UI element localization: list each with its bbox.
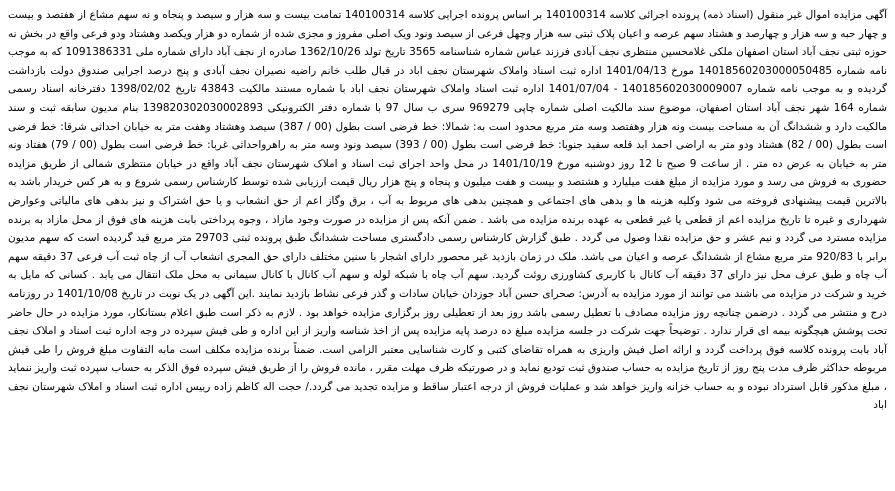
- auction-notice-text: آگهی مزایده اموال غیر منقول (اسناد ذمه) پرونده اجرائی کلاسه 140100314 بر اساس پرونده اجرایی کلاسه 140100314 تمامت بیست و سه هزار و سیصد و پنجاه و نه سهم مشاع از هفتصد و بیست و چهار حبه و سه هزار و چهارصد و هشتاد سهم عرصه و اعیان پلاک ثبتی سه هزار وچهل فرعی از سیصد ونود ویک اصلی مفروز و مجزی شده از شماره دو هزار ویکصد وهشتاد ودو فرعی واقع در بخش نه حوزه ثبتی نجف آباد استان اصفهان ملکی غلامحسین منتظری نجف آبادی فرزند عباس شماره شناسنامه 3565 تاریخ تولد 1362/10/26 صادره از نجف آباد دارای شماره ملی 1091386331 که به موجب نامه شماره 14018560203000050485 مورخ 1401/04/13 اداره ثبت اسناد واملاک شهرستان نجف اباد در قبال طلب خانم راضیه نصیران نجف آبادی و پنج درصد اجرایی صندوق دولت بازداشت گردیده و به موجب نامه شماره 140185602030009007 - 1401/07/04 اداره ثبت اسناد واملاک شهرستان نجف اباد با شماره مستند مالکیت 43843 تاریخ 1398/02/02 دفترخانه اسناد رسمی شماره 164 شهر نجف آباد استان اصفهان، موضوع سند مالکیت اصلی شماره چاپی 969279 سری ب سال 97 با شماره دفتر الکترونیکی 139820302030002893 بنام مدیون سابقه ثبت و سند مالکیت دارد و ششدانگ آن به مساحت بیست ونه هزار وهفتصد وسه متر مربع محدود است به: شمالا: خط فرضی است بطول (00 / 387) سیصد وهشتاد وهفت متر به خیابان احداثی شرقا: خط فرضی است بطول (00 / 82) هشتاد ودو متر به اراضی احمد ابد قلعه سفید جنوبا: خط فرضی است بطول (00 / 393) سیصد ونود وسه متر به راهرواحداثی غربا: خط فرضی است بطول (00 / 79) هفتاد ونه متر به خیابان به عرض ده متر . از ساعت 9 صبح تا 12 روز دوشنبه مورخ 1401/10/19 در محل واحد اجرای ثبت اسناد و املاک شهرستان نجف آباد واقع در خیابان منتظری شمالی از طریق مزایده حضوری به فروش می رسد و مورد مزایده از مبلغ هفت میلیارد و هشتصد و بیست و هفت میلیون و پنجاه و پنج هزار ریال قیمت ارزیابی شده توسط کارشناس رسمی شروع و به هر کس خریدار باشد به بالاترین قیمت پیشنهادی فروخته می شود وکلیه هزینه ها و بدهی های اجتماعی و همچنین بدهی های مربوط به آب ، برق وگاز اعم از حق انشعاب و یا حق اشتراک و نیز بدهی های مالیاتی وعوارض شهرداری و غیره تا تاریخ مزایده اعم از قطعی یا غیر قطعی به عهده برنده مزایده می باشد . ضمن آنکه پس از مزایده در صورت وجود مازاد ، وجوه پرداختی بابت هزینه های فوق از محل مازاد به برنده مزایده مسترد می گردد و نیم عشر و حق مزایده نقدا وصول می گردد . طبق گزارش کارشناس رسمی دادگستری مساحت ششدانگ طبق پرونده ثبتی 29703 متر مربع قید گردیده است که سهم مدیون برابر با 920/83 متر مربع مشاع از ششدانگ عرصه و اعیان می باشد. ملک در زمان بازدید غیر محصور دارای اشجار با سنین مختلف دارای حق المجری انشعاب آب از چاه ثبت آب فرعی 37 دقیقه سهم آب چاه و طبق عرف محل نیز دارای 37 دقیقه آب کانال با کاربری کشاورزی روئت گردید. سهم آب چاه با شبکه لوله و سهم آب کانال با کانال سیمانی به محل ملک انتقال می یابد . کسانی که مایل به خرید و شرکت در مزایده می باشند می توانند از مورد مزایده به آدرس: صحرای حسن آباد جوزدان خیابان سادات و گذر فرعی نشاط بازدید نمایند .این آگهی در یک نوبت در تاریخ 1401/10/08 در روزنامه درج و منتشر می گردد . درضمن چنانچه روز مزایده مصادف با تعطیل رسمی باشد روز بعد از تعطیلی روز برگزاری مزایده خواهد بود . لازم به ذکر است طبق اعلام بستانکار، مورد مزایده در حال حاضر تحت پوشش هیچگونه بیمه ای قرار ندارد . توضیحاً جهت شرکت در جلسه مزایده مبلغ ده درصد پایه مزایده پس از اخذ شناسه واریز از این اداره و طی فیش سپرده در وجه اداره ثبت اسناد و املاک نجف آباد بابت پرونده کلاسه فوق پرداخت گردد و ارائه اصل فیش واریزی به همراه تقاضای کتبی و کارت شناسایی معتبر الزامی است. ضمناً برنده مزایده مکلف است مابه التفاوت مبلغ فروش را طی فیش مربوطه حداکثر ظرف مدت پنج روز از تاریخ مزایده به حساب صندوق ثبت تودیع نماید و در صورتیکه ظرف مهلت مقرر ، مانده فروش را از طریق فیش سپرده فوق الذکر به حساب سپرده ثبت واریز ننماید ، مبلغ مذکور قابل استرداد نبوده و به حساب خزانه واریز خواهد شد و عملیات فروش از درجه اعتبار ساقط و مزایده تجدید می گردد./ حجت اله کاظم زاده رییس اداره ثبت اسناد و املاک شهرستان نجف اباد: [8, 9, 888, 412]
